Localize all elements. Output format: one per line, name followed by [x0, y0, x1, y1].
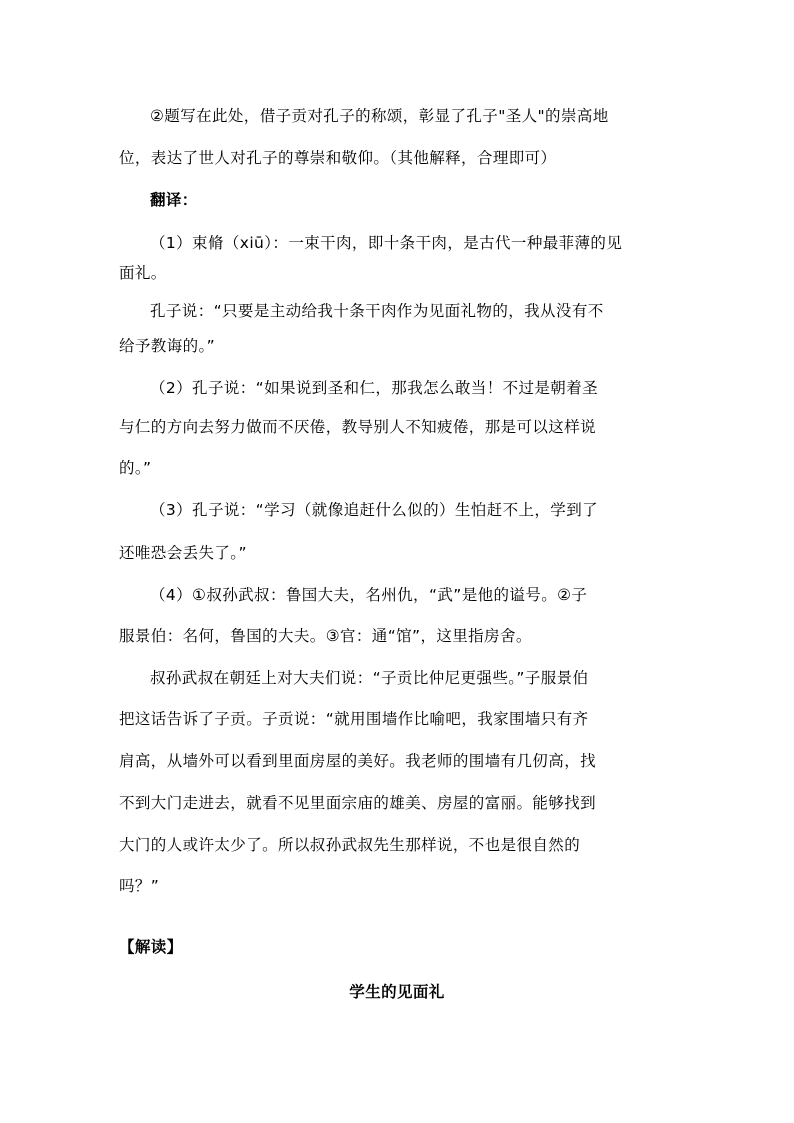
paragraph-line: 与仁的方向去努力做而不厌倦，教导别人不知疲倦，那是可以这样说	[119, 418, 597, 436]
paragraph-line: 孔子说：“只要是主动给我十条干肉作为见面礼物的，我从没有不	[150, 302, 604, 320]
paragraph-line: 给予教诲的。”	[119, 337, 216, 355]
paragraph-line: 把这话告诉了子贡。子贡说：“就用围墙作比喻吧，我家围墙只有齐	[119, 710, 589, 728]
paragraph-line: 服景伯：名何，鲁国的大夫。③官：通“馆”，这里指房舍。	[119, 627, 532, 645]
section-heading-interpretation: 【解读】	[119, 938, 183, 956]
paragraph-line: ②题写在此处，借子贡对孔子的称颂，彰显了孔子"圣人"的崇高地	[150, 107, 609, 125]
paragraph-line: 的。”	[119, 459, 152, 477]
article-title: 学生的见面礼	[349, 983, 445, 1001]
paragraph-line: 大门的人或许太少了。所以叔孙武叔先生那样说，不也是很自然的	[119, 836, 581, 854]
paragraph-line: 吗？”	[119, 877, 160, 895]
paragraph-line: （1）束脩（xiū）：一束干肉，即十条干肉，是古代一种最菲薄的见	[150, 234, 623, 252]
paragraph-line: 叔孙武叔在朝廷上对大夫们说：“子贡比仲尼更强些。”子服景伯	[150, 669, 589, 687]
paragraph-line: 面礼。	[119, 264, 167, 282]
section-heading-translation: 翻译：	[150, 191, 198, 209]
paragraph-line: （2）孔子说：“如果说到圣和仁，那我怎么敢当！不过是朝着圣	[150, 379, 598, 397]
paragraph-line: 不到大门走进去，就看不见里面宗庙的雄美、房屋的富丽。能够找到	[119, 794, 597, 812]
paragraph-line: 肩高，从墙外可以看到里面房屋的美好。我老师的围墙有几仞高，找	[119, 752, 597, 770]
paragraph-line: 还唯恐会丢失了。”	[119, 544, 247, 562]
paragraph-line: 位，表达了世人对孔子的尊崇和敬仰。（其他解释，合理即可）	[119, 149, 557, 167]
paragraph-line: （3）孔子说：“学习（就像追赶什么似的）生怕赶不上，学到了	[150, 501, 598, 519]
paragraph-line: （4）①叔孙武叔：鲁国大夫，名州仇，“武”是他的谥号。②子	[150, 586, 588, 604]
